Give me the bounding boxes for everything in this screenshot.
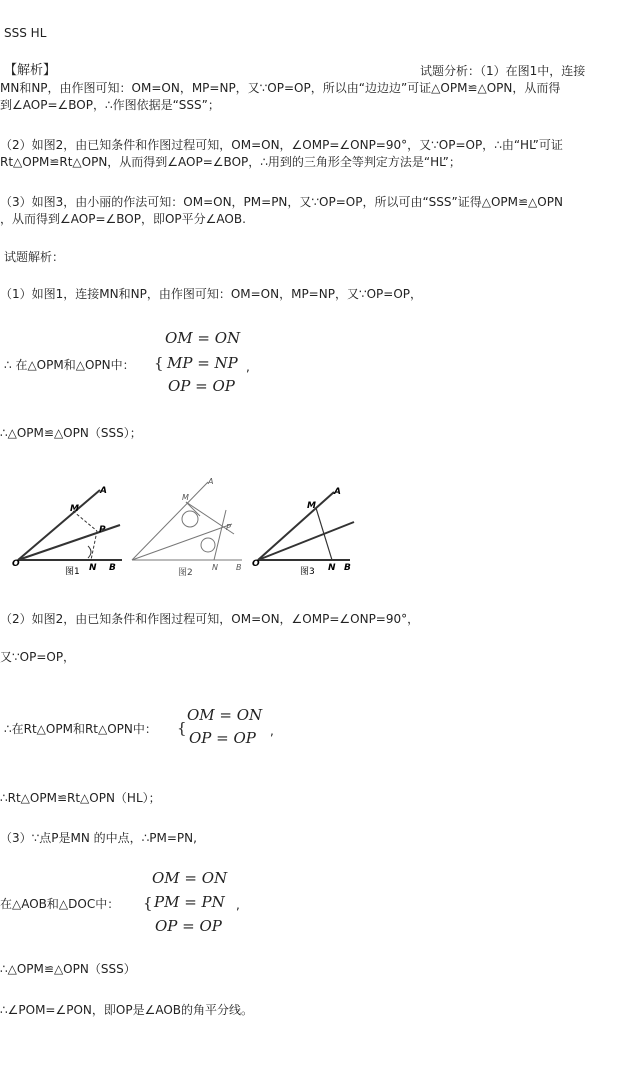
brace-1: {	[154, 354, 164, 372]
solution-part3-intro: 在△AOB和△DOC中：	[0, 897, 120, 911]
answer-line: SSS HL	[4, 26, 47, 40]
fig1-label-P: P	[99, 525, 106, 535]
fig3-label-A: A	[334, 487, 341, 497]
solution-head: 试题解析：	[4, 250, 65, 264]
solution-part1: （1）如图1，连接MN和NP，由作图可知：OM=ON，MP=NP，又∵OP=OP，	[0, 287, 422, 301]
fig1-label-B: B	[109, 563, 116, 573]
solution-part1-intro: ∴ 在△OPM和△OPN中：	[4, 358, 135, 372]
solution-part2-b: 又∵OP=OP，	[0, 650, 76, 664]
analysis-head: 【解析】	[4, 63, 57, 78]
analysis-part3-line2: ，从而得到∠AOP=∠BOP，即OP平分∠AOB.	[0, 212, 246, 226]
figure-3	[250, 478, 360, 578]
fig3-caption: 图3	[300, 567, 315, 577]
analysis-part2-line1: （2）如图2，由已知条件和作图过程可知，OM=ON，∠OMP=∠ONP=90°，又∵OP=OP，∴由“HL”可证	[0, 138, 563, 152]
eq1-line1: OM = ON	[165, 329, 241, 347]
fig1-label-M: M	[70, 504, 79, 514]
solution-part3-conclusion: ∴△OPM≌△OPN（SSS）	[0, 962, 136, 976]
eq3-line1: OM = ON	[152, 869, 228, 887]
analysis-line2: 到∠AOP=∠BOP，∴作图依据是“SSS”；	[0, 98, 220, 112]
fig1-label-O: O	[12, 559, 20, 569]
solution-part3: （3）∵点P是MN 的中点，∴PM=PN,	[0, 831, 197, 845]
solution-part2: （2）如图2，由已知条件和作图过程可知，OM=ON，∠OMP=∠ONP=90°，	[0, 612, 420, 626]
fig2-label-B: B	[236, 563, 242, 572]
analysis-part2-line2: Rt△OPM≌Rt△OPN，从而得到∠AOP=∠BOP，∴用到的三角形全等判定方法是“HL”；	[0, 155, 461, 169]
eq3-line2: PM = PN	[154, 893, 225, 911]
fig1-label-N: N	[89, 563, 97, 573]
fig1-label-A: A	[100, 486, 107, 496]
eq2-comma: ,	[270, 724, 274, 738]
fig2-label-A: A	[208, 477, 214, 486]
solution-part1-conclusion: ∴△OPM≌△OPN（SSS）；	[0, 426, 142, 440]
eq1-comma: ,	[246, 360, 250, 374]
analysis-title-right: 试题分析：（1）在图1中，连接	[420, 64, 586, 78]
brace-3: {	[143, 894, 153, 912]
fig2-label-M: M	[182, 493, 189, 502]
solution-part2-conclusion: ∴Rt△OPM≌Rt△OPN（HL）；	[0, 791, 161, 805]
solution-part2-intro: ∴在Rt△OPM和Rt△OPN中：	[4, 722, 157, 736]
brace-2: {	[177, 719, 187, 737]
fig3-label-B: B	[344, 563, 351, 573]
fig3-label-O: O	[252, 559, 260, 569]
analysis-part3-line1: （3）如图3，由小丽的作法可知：OM=ON，PM=PN，又∵OP=OP，所以可由“SSS”证得△OPM≌△OPN	[0, 195, 563, 209]
eq2-line1: OM = ON	[187, 706, 263, 724]
eq1-line2: MP = NP	[167, 354, 238, 372]
eq1-line3: OP = OP	[168, 377, 235, 395]
eq3-line3: OP = OP	[155, 917, 222, 935]
eq3-comma: ,	[236, 898, 240, 912]
figure-1	[10, 478, 130, 578]
fig1-caption: 图1	[65, 567, 80, 577]
figure-2	[128, 470, 248, 578]
fig2-label-N: N	[212, 563, 218, 572]
fig3-label-N: N	[328, 563, 336, 573]
solution-final: ∴∠POM=∠PON，即OP是∠AOB的角平分线。	[0, 1003, 254, 1017]
eq2-line2: OP = OP	[189, 729, 256, 747]
fig2-caption: 图2	[178, 568, 193, 578]
analysis-line1: MN和NP，由作图可知：OM=ON，MP=NP，又∵OP=OP，所以由“边边边”可证△OPM≌△OPN，从而得	[0, 81, 561, 95]
fig2-label-P: P	[226, 523, 231, 532]
fig3-label-M: M	[307, 501, 316, 511]
